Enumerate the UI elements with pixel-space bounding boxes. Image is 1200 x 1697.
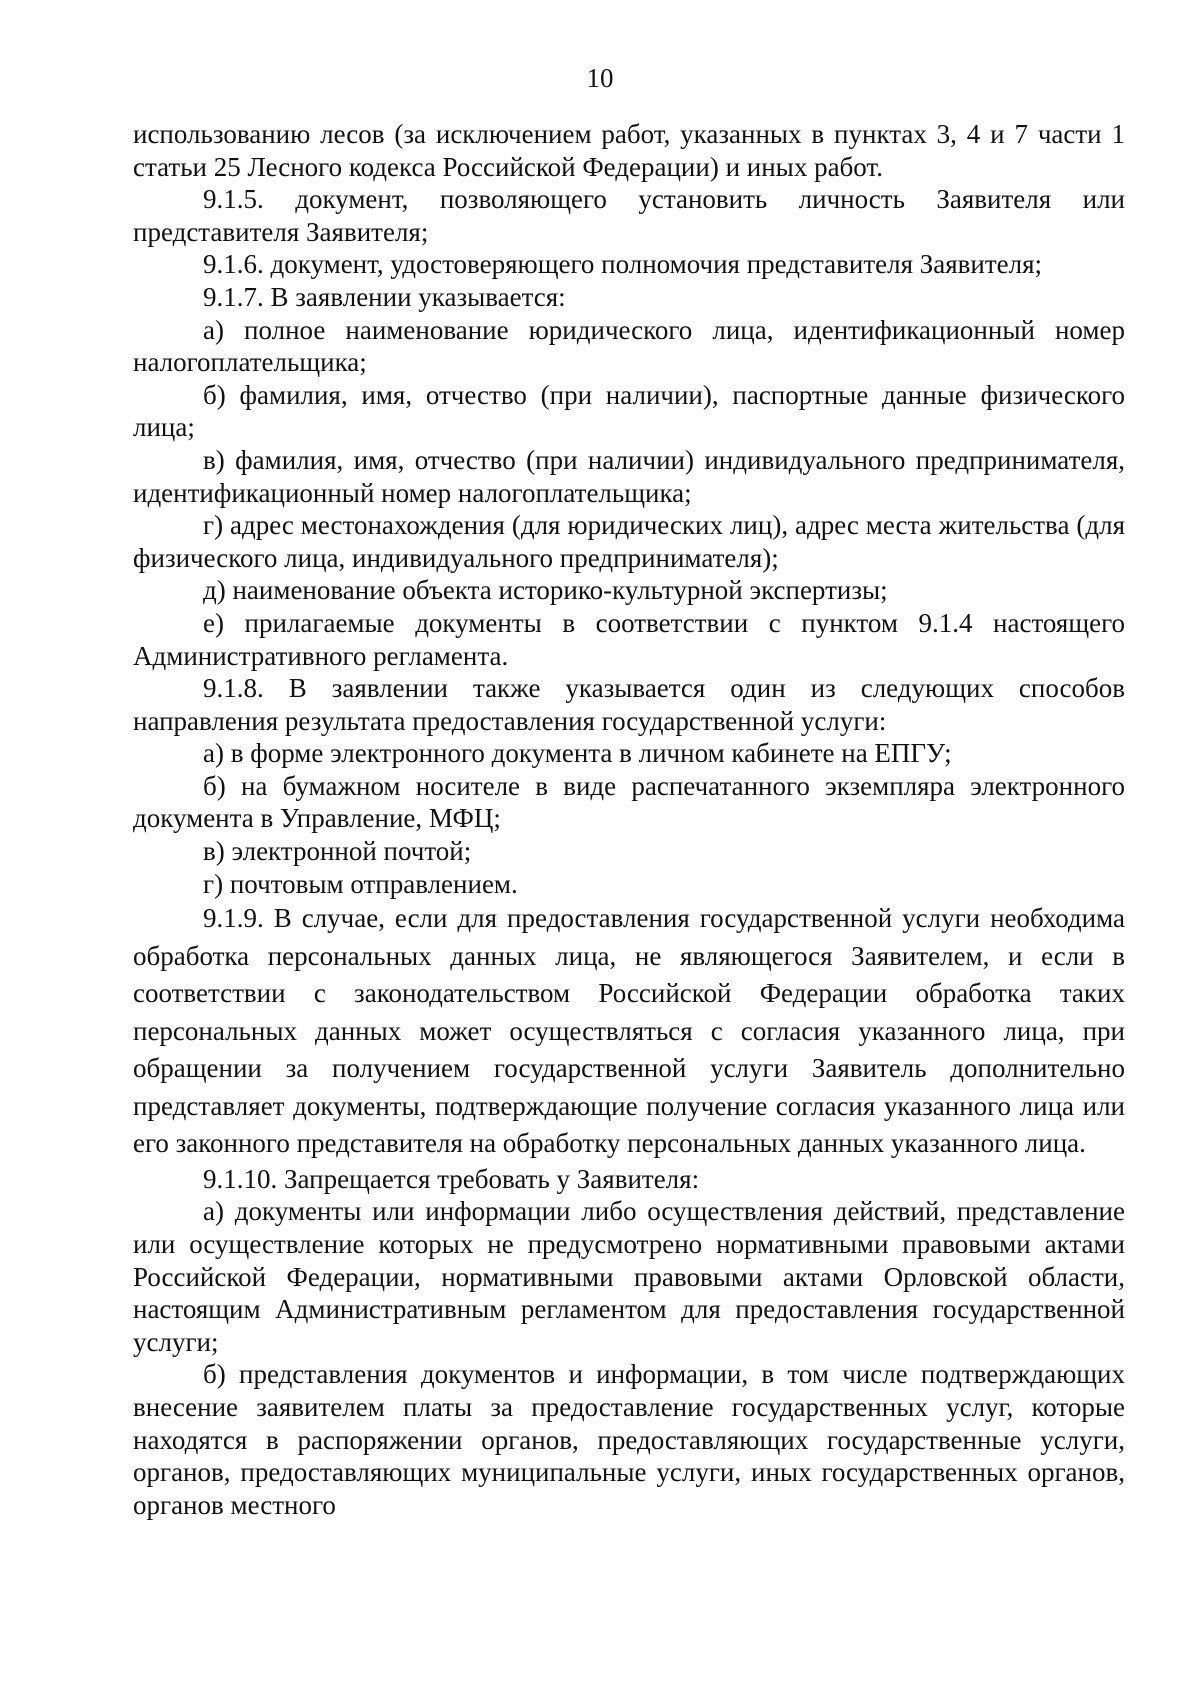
list-item-v-email: в) электронной почтой; [203,836,472,867]
list-item-a-documents: а) документы или информации либо осуществления действий, представление или осуществление которых не предусмотрено нормативными правовыми актами Российской Федерации, нормативными правовыми актами Орловской области, настоящим Административным регламентом для предоставления государственной услуги; [133,1196,1125,1357]
paragraph-9-1-10: 9.1.10. Запрещается требовать у Заявителя: [203,1163,700,1194]
paragraph-9-1-6: 9.1.6. документ, удостоверяющего полномочия представителя Заявителя; [203,249,1043,280]
paragraph-9-1-7: 9.1.7. В заявлении указывается: [203,281,566,312]
page-number: 10 [586,63,614,93]
list-item-b-individual: б) фамилия, имя, отчество (при наличии), паспортные данные физического лица; [133,379,1125,443]
document-body [133,118,1125,1521]
list-item-g-address: г) адрес местонахождения (для юридических лиц), адрес места жительства (для физического лица, индивидуального предпринимателя); [133,510,1125,573]
list-item-b-submission: б) представления документов и информации, в том числе подтверждающих внесение заявителем платы за предоставление государственных услуг, которые находятся в распоряжении органов, предоставляющих государственные услуги, органов, предоставляющих муниципальные услуги, иных государственных органов, органов местного [133,1359,1125,1520]
paragraph-forest-use: использованию лесов (за исключением работ, указанных в пунктах 3, 4 и 7 части 1 статьи 25 Лесного кодекса Российской Федерации) и иных работ. [133,119,1125,182]
paragraph-9-1-8: 9.1.8. В заявлении также указывается один из следующих способов направления результата предоставления государственной услуги: [133,673,1125,736]
list-item-d-expertise-object: д) наименование объекта историко-культурной экспертизы; [203,575,888,606]
list-item-v-entrepreneur: в) фамилия, имя, отчество (при наличии) индивидуального предпринимателя, идентификационный номер налогоплательщика; [133,444,1125,508]
list-item-a-electronic: а) в форме электронного документа в личном кабинете на ЕПГУ; [203,738,952,769]
list-item-a-legal-entity: а) полное наименование юридического лица, идентификационный номер налогоплательщика; [133,314,1125,378]
list-item-b-paper: б) на бумажном носителе в виде распечатанного экземпляра электронного документа в Управление, МФЦ; [133,770,1125,834]
paragraph-9-1-9: 9.1.9. В случае, если для предоставления государственной услуги необходима обработка персональных данных лица, не являющегося Заявителем, и если в соответствии с законодательством Российской Федерации обработка таких персональных данных может осуществляться с согласия указанного лица, при обращении за получением государственной услуги Заявитель дополнительно представляет документы, подтверждающие получение согласия указанного лица или его законного представителя на обработку персональных данных указанного лица. [133,903,1125,1159]
list-item-e-attached-documents: е) прилагаемые документы в соответствии с пунктом 9.1.4 настоящего Административного регламента. [133,607,1125,671]
paragraph-9-1-5: 9.1.5. документ, позволяющего установить личность Заявителя или представителя Заявителя; [133,184,1125,247]
list-item-g-post: г) почтовым отправлением. [203,868,518,899]
